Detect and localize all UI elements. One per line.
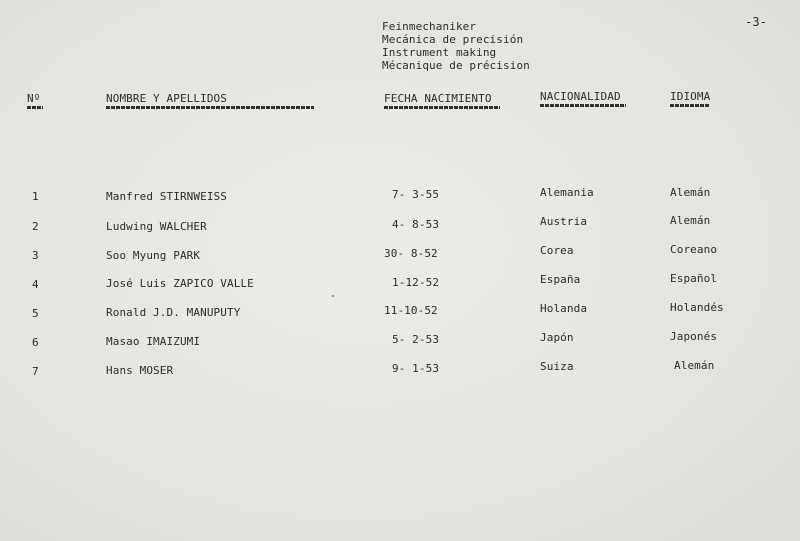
row-number: 6 — [32, 336, 39, 349]
header-underline-num — [27, 106, 43, 109]
row-language: Holandés — [670, 301, 724, 314]
row-nationality: Holanda — [540, 302, 588, 315]
header-underline-language — [670, 104, 710, 107]
header-underline-name — [106, 106, 314, 109]
row-language: Coreano — [670, 243, 718, 256]
row-language: Alemán — [674, 359, 715, 372]
row-name: Soo Myung PARK — [106, 249, 201, 262]
row-nationality: Japón — [540, 331, 574, 344]
row-number: 1 — [32, 190, 39, 203]
row-language: Alemán — [670, 214, 711, 227]
row-number: 3 — [32, 249, 39, 262]
column-header-name: NOMBRE Y APELLIDOS — [106, 92, 228, 105]
row-name: Ludwing WALCHER — [106, 220, 207, 233]
row-nationality: España — [540, 273, 581, 286]
row-name: Masao IMAIZUMI — [106, 335, 201, 348]
row-nationality: Alemania — [540, 186, 594, 199]
row-language: Español — [670, 272, 718, 285]
row-name: Hans MOSER — [106, 364, 174, 377]
row-birth-date: 30- 8-52 — [384, 247, 438, 260]
header-underline-nationality — [540, 104, 626, 107]
row-language: Japonés — [670, 330, 718, 343]
paper-speck — [332, 295, 334, 297]
row-number: 7 — [32, 365, 39, 378]
row-nationality: Corea — [540, 244, 574, 257]
row-number: 5 — [32, 307, 39, 320]
column-header-num: Nº — [27, 92, 41, 105]
row-birth-date: 9- 1-53 — [392, 362, 440, 375]
row-number: 4 — [32, 278, 39, 291]
row-birth-date: 7- 3-55 — [392, 188, 440, 201]
row-number: 2 — [32, 220, 39, 233]
row-nationality: Austria — [540, 215, 588, 228]
trade-title-fr: Mécanique de précision — [382, 59, 530, 72]
row-birth-date: 1-12-52 — [392, 276, 440, 289]
column-header-birth: FECHA NACIMIENTO — [384, 92, 492, 105]
header-underline-birth — [384, 106, 500, 109]
column-header-nationality: NACIONALIDAD — [540, 90, 621, 103]
row-language: Alemán — [670, 186, 711, 199]
row-name: José Luis ZAPICO VALLE — [106, 277, 254, 290]
trade-title-de: Feinmechaniker — [382, 20, 477, 33]
row-birth-date: 4- 8-53 — [392, 218, 440, 231]
row-name: Ronald J.D. MANUPUTY — [106, 306, 241, 319]
trade-title-es: Mecánica de precisión — [382, 33, 524, 46]
page-number: -3- — [745, 15, 767, 29]
column-header-language: IDIOMA — [670, 90, 711, 103]
trade-title-en: Instrument making — [382, 46, 497, 59]
row-nationality: Suiza — [540, 360, 574, 373]
row-birth-date: 11-10-52 — [384, 304, 438, 317]
trade-title-block — [382, 20, 530, 72]
row-name: Manfred STIRNWEISS — [106, 190, 228, 203]
row-birth-date: 5- 2-53 — [392, 333, 440, 346]
